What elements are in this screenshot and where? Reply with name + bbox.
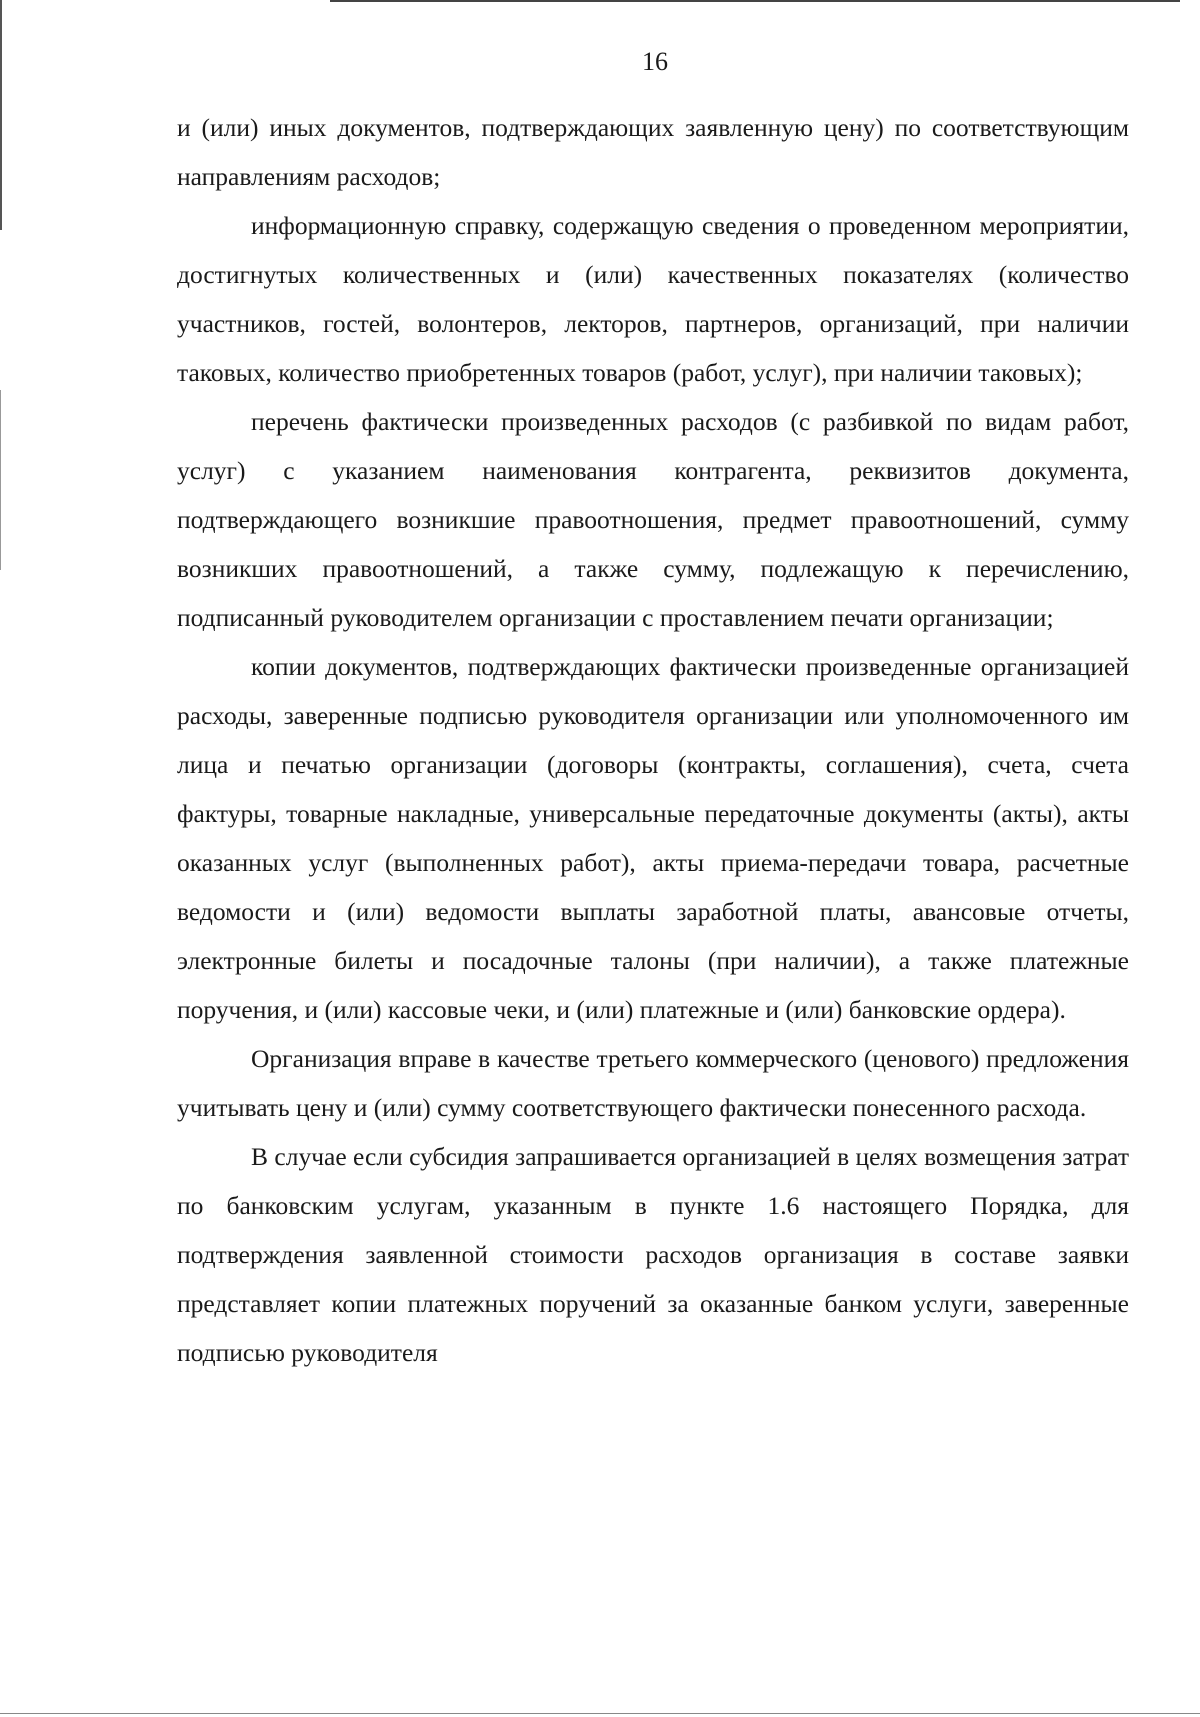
scan-edge-bottom <box>0 1713 1200 1714</box>
paragraph-document-copies: копии документов, подтверждающих фактически произведенные организацией расходы, заверенные подписью руководителя организации или уполномоченного им лица и печатью организации (договоры (контракты, соглашения), счета, счета фактуры, товарные накладные, универсальные передаточные документы (акты), акты оказанных услуг (выполненных работ), акты приема-передачи товара, расчетные ведомости и (или) ведомости выплаты заработной платы, авансовые отчеты, электронные билеты и посадочные талоны (при наличии), а также платежные поручения, и (или) кассовые чеки, и (или) платежные и (или) банковские ордера). <box>177 652 1129 1024</box>
paragraph-commercial-offer: Организация вправе в качестве третьего коммерческого (ценового) предложения учитывать цену и (или) сумму соответствующего фактически понесенного расхода. <box>177 1044 1129 1122</box>
paragraph-banking-services: В случае если субсидия запрашивается организацией в целях возмещения затрат по банковским услугам, указанным в пункте 1.6 настоящего Порядка, для подтверждения заявленной стоимости расходов организация в составе заявки представляет копии платежных поручений за оказанные банком услуги, заверенные подписью руководителя <box>177 1142 1129 1367</box>
paragraph-info-reference: информационную справку, содержащую сведения о проведенном мероприятии, достигнутых количественных и (или) качественных показателях (количество участников, гостей, волонтеров, лекторов, партнеров, организаций, при наличии таковых, количество приобретенных товаров (работ, услуг), при наличии таковых); <box>177 211 1129 387</box>
scan-edge-left <box>0 0 2 230</box>
page-number: 16 <box>642 47 668 76</box>
paragraph-continuation: и (или) иных документов, подтверждающих заявленную цену) по соответствующим направлениям расходов; <box>177 113 1129 191</box>
scan-edge-left-lower <box>0 390 1 570</box>
document-body <box>177 103 1129 1377</box>
scan-edge-top <box>330 0 1180 2</box>
paragraph-expense-list: перечень фактически произведенных расходов (с разбивкой по видам работ, услуг) с указанием наименования контрагента, реквизитов документа, подтверждающего возникшие правоотношения, предмет правоотношений, сумму возникших правоотношений, а также сумму, подлежащую к перечислению, подписанный руководителем организации с проставлением печати организации; <box>177 407 1129 632</box>
